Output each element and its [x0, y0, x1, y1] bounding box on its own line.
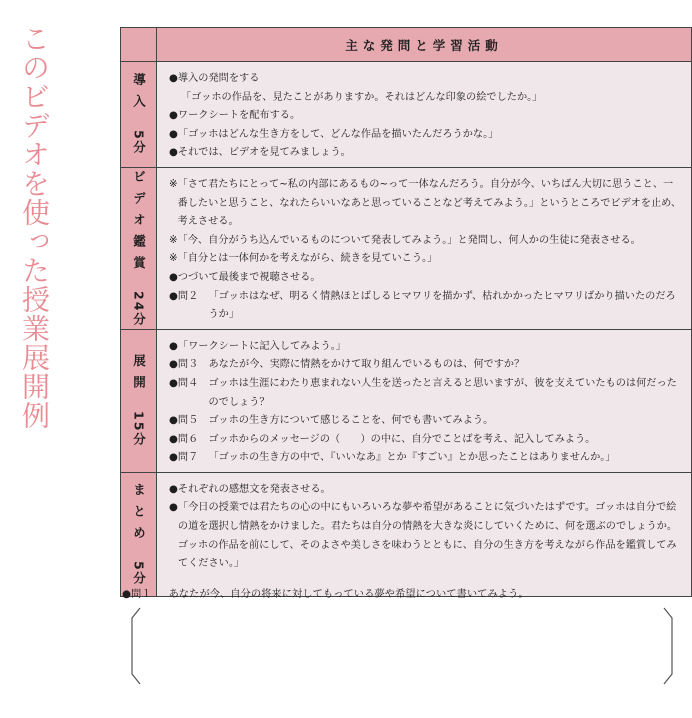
- activity-mark: ※: [169, 253, 178, 265]
- activity-line: [169, 232, 683, 251]
- activity-line: [169, 449, 683, 468]
- activity-line: [169, 126, 683, 145]
- stage-name: まとめ: [131, 482, 147, 548]
- activity-line: [169, 356, 683, 375]
- activity-cell: [157, 329, 692, 472]
- activity-text: 「今、自分がうち込んでいるものについて発表してみよう。」と発問し、何人かの生徒に発表させる。: [177, 234, 641, 246]
- activity-line: [169, 412, 683, 431]
- question-number: ●問１: [122, 588, 152, 600]
- activity-mark: ●: [169, 483, 178, 495]
- stage-name: ビデオ鑑賞: [131, 169, 147, 278]
- activity-text: 「ゴッホの作品を、見たことがありますか。それはどんな印象の絵でしたか。」: [181, 91, 543, 103]
- activity-line: [169, 70, 683, 89]
- activity-line: [169, 481, 683, 500]
- activity-line: [169, 288, 683, 325]
- activity-line: [169, 338, 683, 357]
- answer-area[interactable]: [130, 606, 674, 686]
- activity-mark: ●問４: [169, 377, 209, 389]
- activity-cell: [157, 167, 692, 329]
- stage-time: 5分: [131, 561, 147, 587]
- stage-cell: [121, 472, 157, 596]
- activity-line: [169, 499, 683, 573]
- activity-mark: ●問６: [169, 433, 209, 445]
- table-header-row: [121, 28, 692, 62]
- stage-cell: [121, 167, 157, 329]
- activity-mark: ●問３: [169, 359, 209, 371]
- activity-text: 「今日の授業では君たちの心の中にもいろいろな夢や希望があることに気づいたはずです。ゴッホは自分で絵の道を選択し情熱をかけました。君たちは自分の情熱を大きな炎にしていくために、何を選ぶのでしょうか。ゴッホの作品を前にして、そのよさや美しさを味わうとともに、自分の生き方を考えながら作品を鑑賞してみてください。」: [177, 502, 678, 570]
- stage-name: 展開: [131, 354, 147, 398]
- activity-mark: ●: [169, 271, 178, 283]
- activity-text: ゴッホからのメッセージの（ ）の中に、自分でことばを考え、記入してみよう。: [208, 433, 596, 445]
- lesson-plan-table: [120, 27, 692, 597]
- activity-mark: ●: [169, 340, 178, 352]
- table-header-corner: [121, 28, 157, 62]
- activity-line: [169, 144, 683, 163]
- activity-line: [169, 107, 683, 126]
- table-row: [121, 62, 692, 168]
- worksheet-question: [122, 586, 529, 602]
- activity-mark: ●問７: [169, 452, 209, 464]
- activity-text: 「ゴッホはどんな生き方をして、どんな作品を描いたんだろうかな。」: [177, 128, 499, 140]
- activity-text: つづいて最後まで視聴させる。: [177, 271, 321, 283]
- activity-mark: ●: [169, 147, 178, 159]
- activity-text: 「さて君たちにとって~私の内部にあるもの~って一体なんだろう。自分が今、いちばん大切に思うこと、一番したいと思うこと、なれたらいいなあと思っていることなど考えてみよう。」というところでビデオを止め、考えさせる。: [177, 178, 682, 228]
- activity-text: それでは、ビデオを見てみましょう。: [177, 147, 351, 159]
- answer-bracket-frame: [130, 606, 674, 686]
- stage-time: 24分: [131, 291, 147, 328]
- stage-name: 導入: [131, 73, 147, 117]
- activity-mark: ●: [169, 502, 178, 514]
- stage-cell: [121, 329, 157, 472]
- stage-time: 15分: [131, 411, 147, 448]
- activity-text: それぞれの感想文を発表させる。: [177, 483, 331, 495]
- activity-text: ゴッホは生涯にわたり恵まれない人生を送ったと言えると思いますが、彼を支えていたものは何だったのでしょう？: [208, 377, 677, 408]
- activity-cell: [157, 62, 692, 168]
- activity-text: 「自分とは一体何かを考えながら、続きを見ていこう。」: [177, 253, 438, 265]
- activity-text: 導入の発問をする: [177, 73, 260, 84]
- activity-mark: ※: [169, 234, 178, 246]
- activity-text: 「ワークシートに記入してみよう。」: [177, 340, 346, 352]
- activity-line: [169, 89, 683, 108]
- activity-text: 「ゴッホの生き方の中で、『いいなあ』とか『すごい』とか思ったことはありませんか。」: [208, 452, 616, 464]
- activity-line: [169, 431, 683, 450]
- stage-time: 5分: [131, 130, 147, 156]
- activity-line: [169, 269, 683, 288]
- activity-line: [169, 250, 683, 269]
- activity-mark: ●: [169, 73, 178, 84]
- activity-text: ワークシートを配布する。: [177, 110, 301, 122]
- table-row: [121, 472, 692, 596]
- activity-text: ゴッホの生き方について感じることを、何でも書いてみよう。: [208, 415, 494, 427]
- activity-mark: ●: [169, 128, 178, 140]
- activity-mark: ●問２: [169, 290, 209, 302]
- table-row: [121, 167, 692, 329]
- question-text: あなたが今、自分の将来に対してもっている夢や希望について書いてみよう。: [168, 588, 529, 600]
- page-side-title: このビデオを使った授業展開例: [18, 24, 51, 430]
- activity-line: [169, 375, 683, 412]
- table-header: 主な発問と学習活動: [157, 28, 692, 62]
- activity-mark: ※: [169, 178, 178, 190]
- activity-mark: ●: [169, 110, 178, 122]
- activity-text: 「ゴッホはなぜ、明るく情熱ほとばしるヒマワリを描かず、枯れかかったヒマワリばかり描いたのだろうか」: [208, 290, 676, 321]
- stage-cell: [121, 62, 157, 168]
- activity-line: [169, 176, 683, 232]
- table-row: [121, 329, 692, 472]
- activity-cell: [157, 472, 692, 596]
- activity-text: あなたが今、実際に情熱をかけて取り組んでいるものは、何ですか？: [208, 359, 525, 371]
- activity-mark: ●問５: [169, 415, 209, 427]
